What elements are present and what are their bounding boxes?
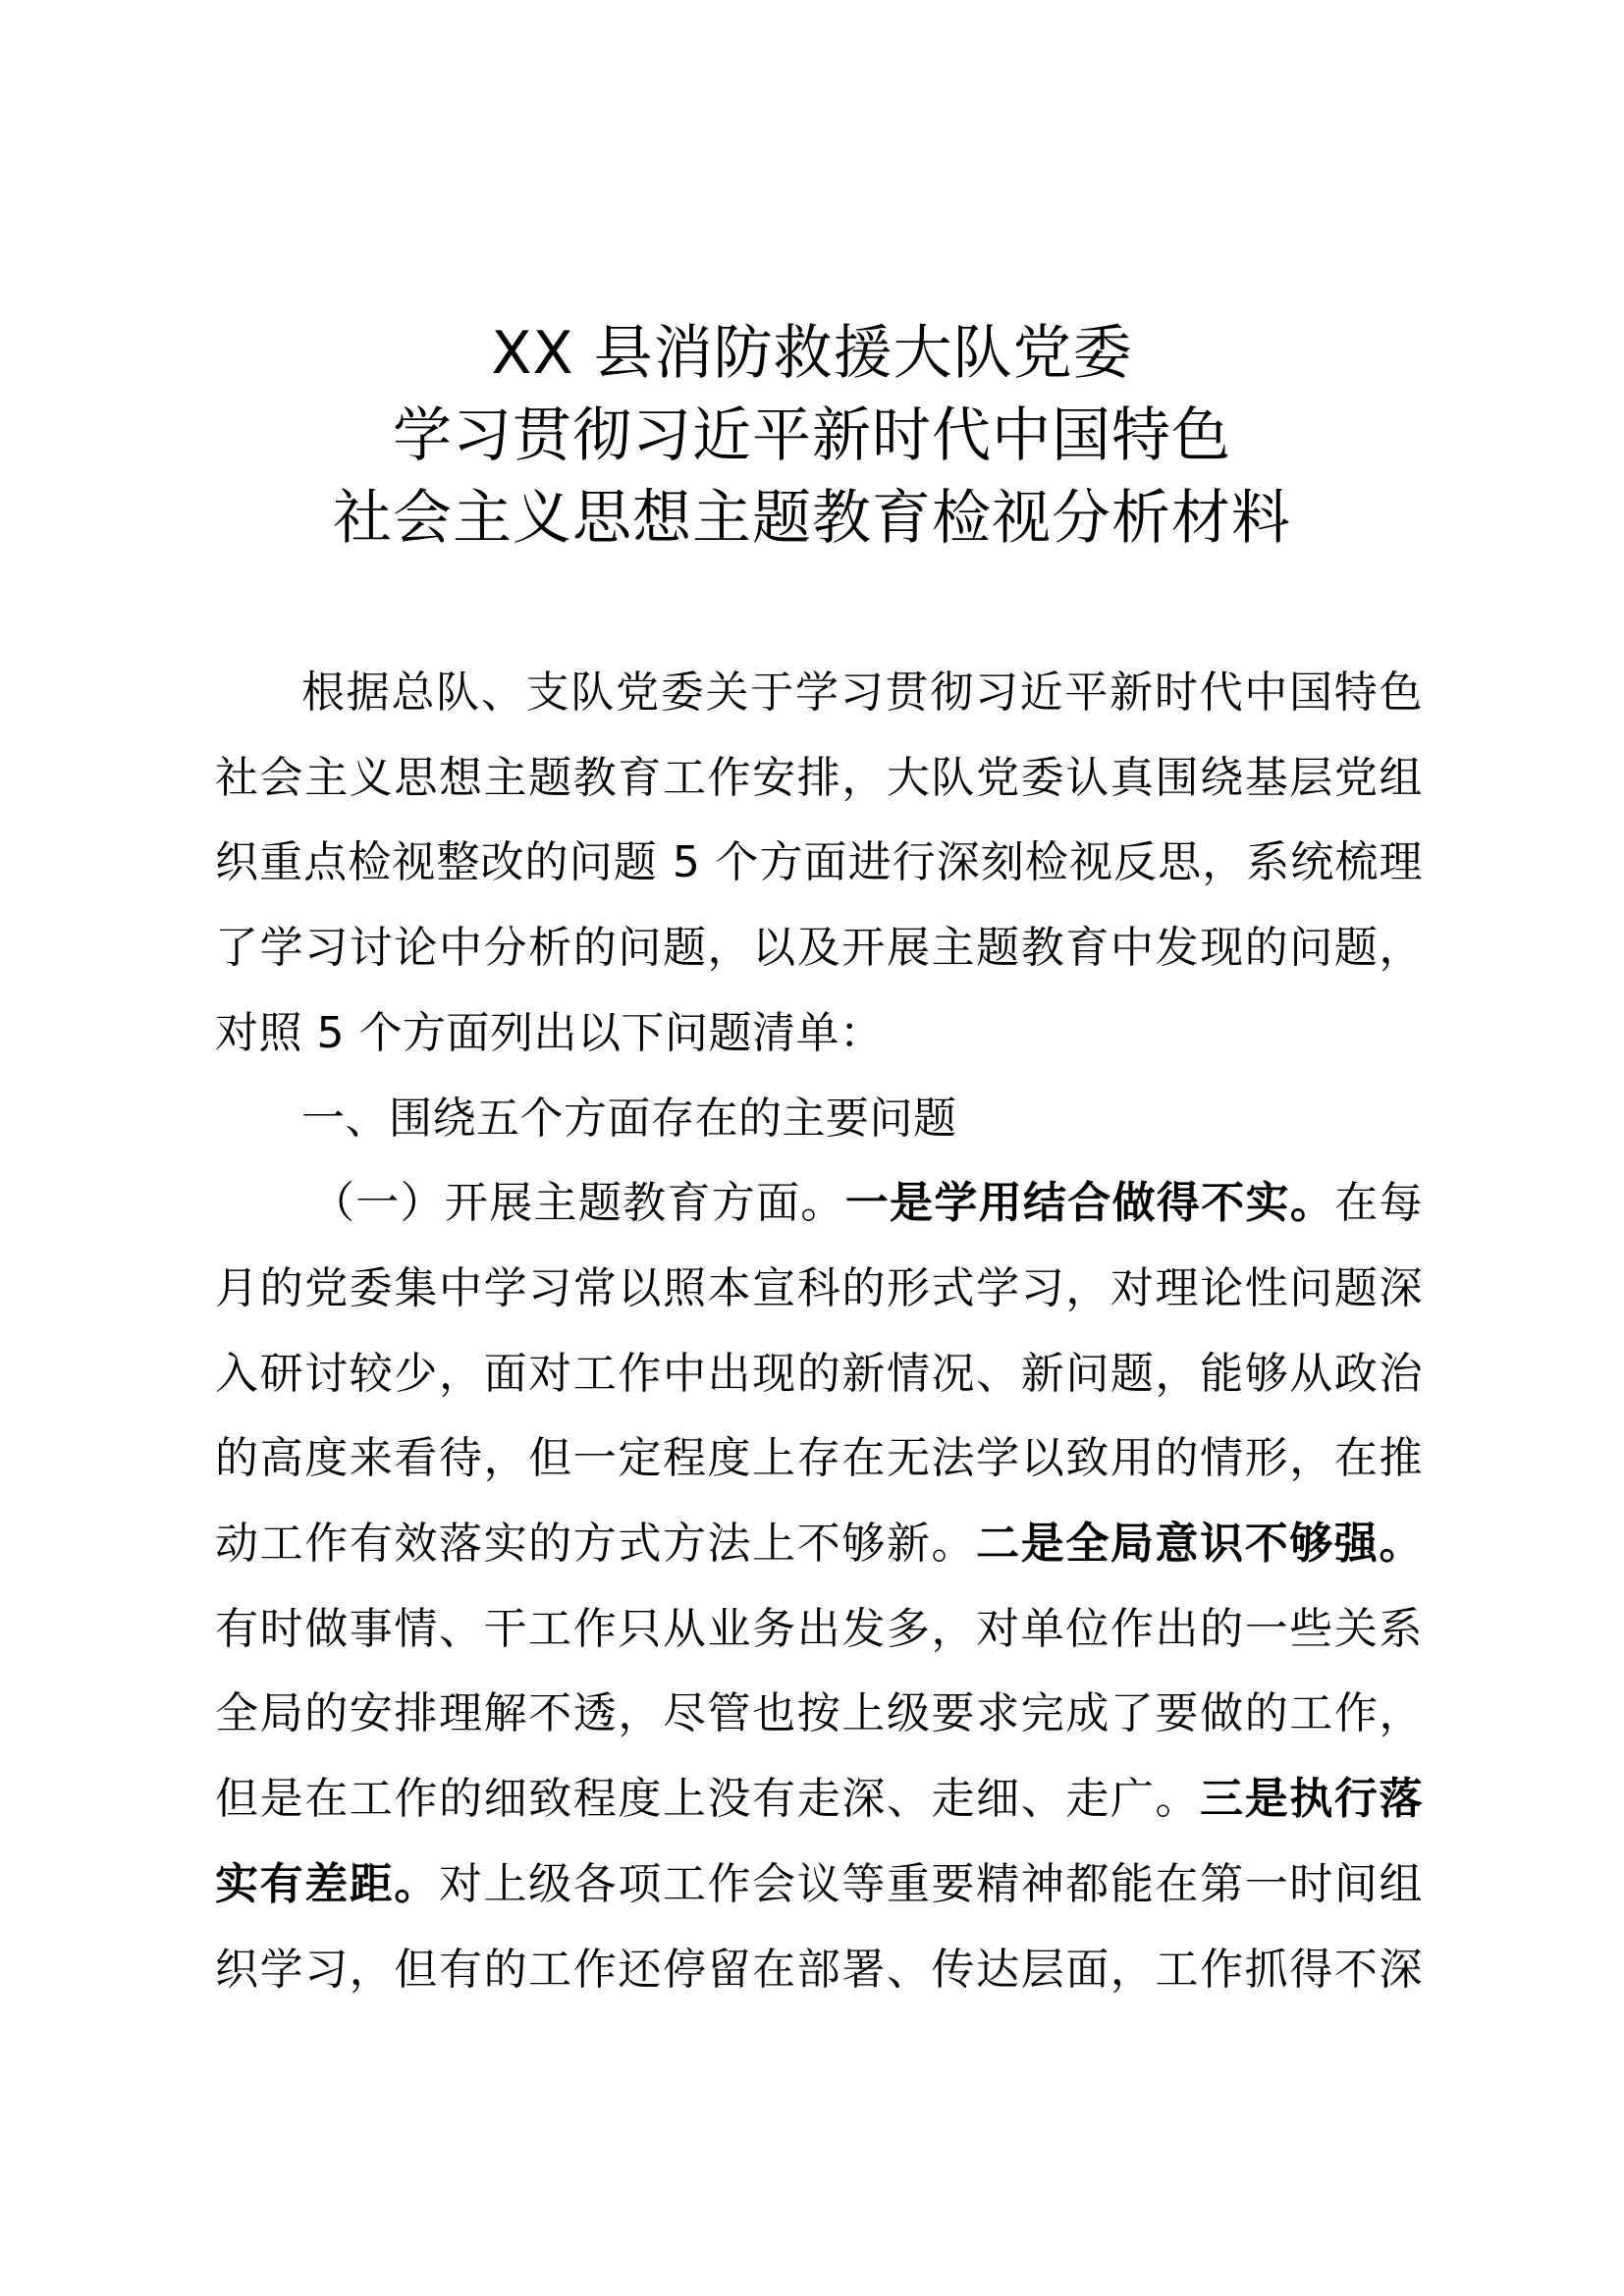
subsection-label: （一）开展主题教育方面。 xyxy=(311,1178,845,1229)
bold-point-2: 二是全局意识不够强。 xyxy=(976,1519,1424,1570)
para1-line-7: 全局的安排理解不透，尽管也按上级要求完成了要做的工作， xyxy=(215,1688,1423,1739)
bold-point-3-start: 三是执行落 xyxy=(1200,1774,1424,1825)
para1-line-6: 有时做事情、干工作只从业务出发多，对单位作出的一些关系 xyxy=(215,1603,1423,1654)
para1-line-4: 的高度来看待，但一定程度上存在无法学以致用的情形，在推 xyxy=(215,1433,1423,1484)
intro-line-2: 社会主义思想主题教育工作安排，大队党委认真围绕基层党组 xyxy=(215,752,1423,803)
bold-point-1: 一是学用结合做得不实。 xyxy=(844,1178,1335,1229)
title-line-1: XX 县消防救援大队党委 xyxy=(491,319,1133,388)
title-line-2: 学习贯彻习近平新时代中国特色 xyxy=(393,401,1231,470)
para1-line-9 xyxy=(215,1842,1423,1928)
intro-line-3: 织重点检视整改的问题 5 个方面进行深刻检视反思，系统梳理 xyxy=(215,837,1423,888)
title-line-3: 社会主义思想主题教育检视分析材料 xyxy=(333,484,1291,553)
para1-line-1-tail: 在每 xyxy=(1334,1178,1423,1229)
para1-line-2: 月的党委集中学习常以照本宣科的形式学习，对理论性问题深 xyxy=(215,1262,1423,1313)
para1-line-9-text: 对上级各项工作会议等重要精神都能在第一时间组 xyxy=(438,1858,1424,1909)
para1-line-3: 入研讨较少，面对工作中出现的新情况、新问题，能够从政治 xyxy=(215,1348,1423,1399)
section-heading: 一、围绕五个方面存在的主要问题 xyxy=(301,1093,957,1144)
intro-line-5: 对照 5 个方面列出以下问题清单： xyxy=(215,1007,884,1058)
intro-line-4: 了学习讨论中分析的问题，以及开展主题教育中发现的问题， xyxy=(215,923,1423,974)
para1-line-5-text: 动工作有效落实的方式方法上不够新。 xyxy=(215,1519,977,1570)
intro-line-1: 根据总队、支队党委关于学习贯彻习近平新时代中国特色 xyxy=(301,667,1423,718)
document-body xyxy=(215,651,1423,2012)
para1-line-10: 织学习，但有的工作还停留在部署、传达层面，工作抓得不深 xyxy=(215,1944,1423,1995)
para1-line-5 xyxy=(215,1502,1423,1587)
para1-line-8-text: 但是在工作的细致程度上没有走深、走细、走广。 xyxy=(215,1774,1201,1825)
para1-line-8 xyxy=(215,1757,1423,1842)
bold-point-3-end: 实有差距。 xyxy=(215,1858,439,1909)
document-title xyxy=(0,312,1624,560)
para1-line-1 xyxy=(215,1161,1423,1247)
